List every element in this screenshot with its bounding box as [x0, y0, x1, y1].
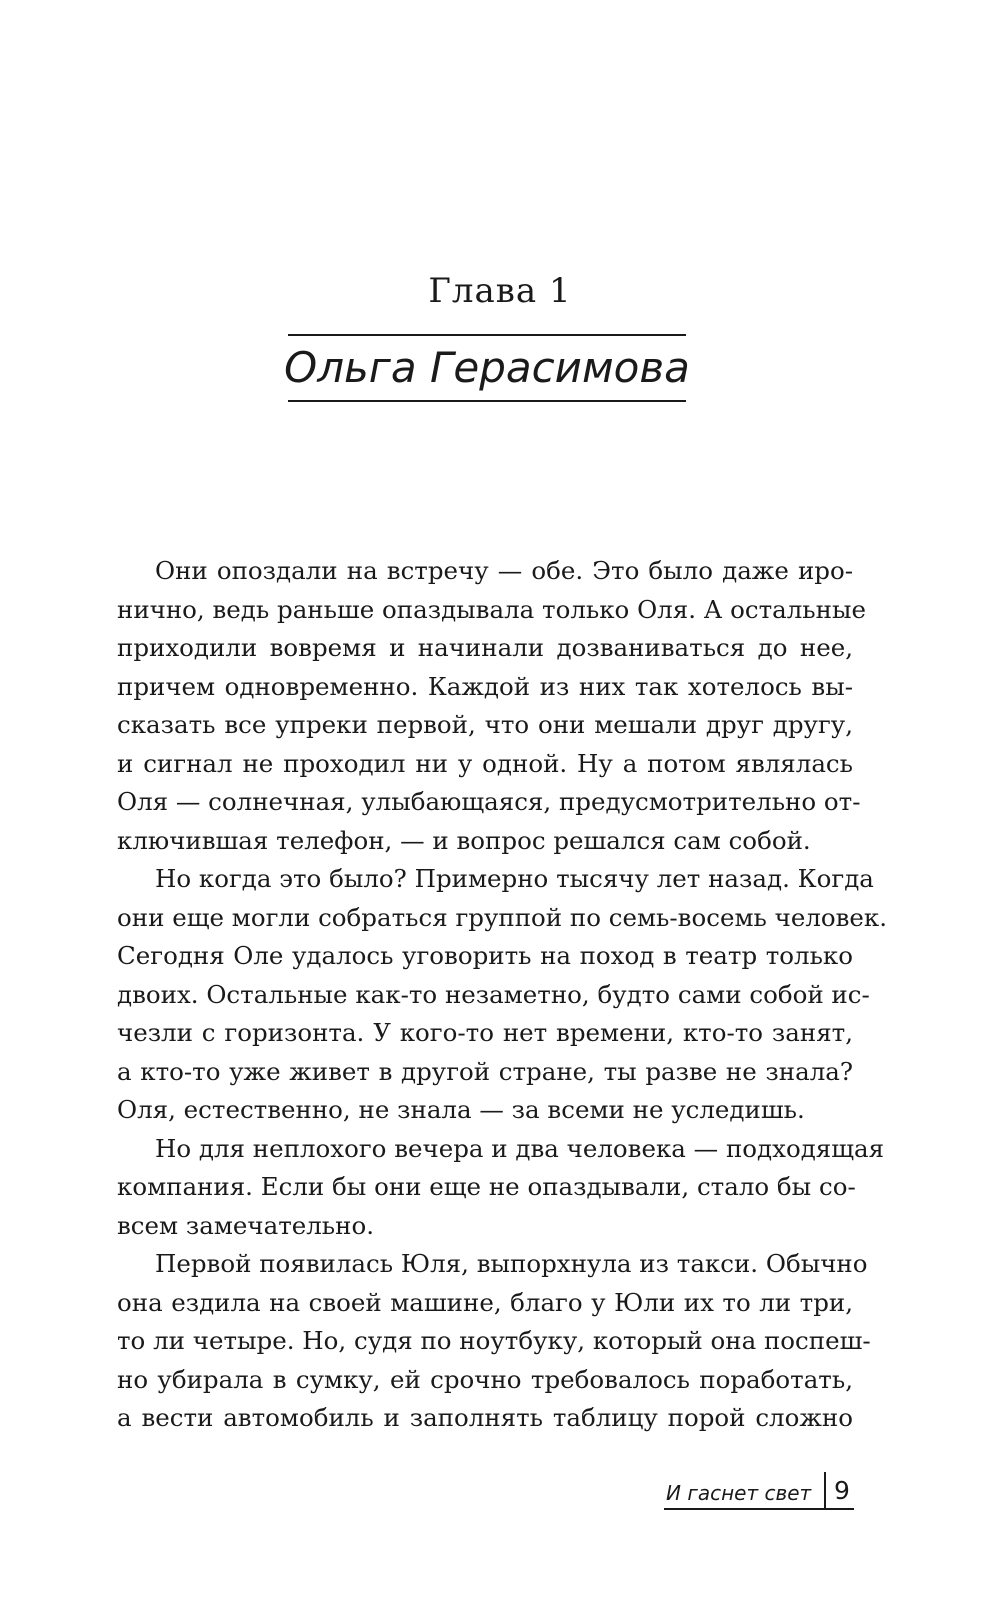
text-line: Оля — солнечная, улыбающаяся, предусмотрительно от-: [117, 787, 861, 816]
chapter-title-box: [284, 334, 690, 402]
text-line: Но когда это было? Примерно тысячу лет назад. Когда: [155, 864, 874, 893]
text-line: Первой появилась Юля, выпорхнула из такси. Обычно: [155, 1249, 868, 1278]
text-line: сказать все упреки первой, что они мешали друг другу,: [117, 710, 853, 739]
text-line: компания. Если бы они еще не опаздывали, стало бы со-: [117, 1172, 856, 1201]
text-line: Сегодня Оле удалось уговорить на поход в театр только: [117, 941, 853, 970]
text-line: чезли с горизонта. У кого-то нет времени, кто-то занят,: [117, 1018, 853, 1047]
text-line: она ездила на своей машине, благо у Юли их то ли три,: [117, 1287, 853, 1317]
text-line: всем замечательно.: [117, 1210, 375, 1240]
text-line: нично, ведь раньше опаздывала только Оля. А остальные: [117, 594, 866, 624]
text-line: они еще могли собраться группой по семь-восемь человек.: [117, 902, 888, 932]
chapter-label: Глава 1: [428, 271, 572, 311]
text-line: причем одновременно. Каждой из них так хотелось вы-: [117, 671, 853, 701]
page-footer: [664, 1472, 854, 1510]
running-title: И гаснет свет: [666, 1481, 812, 1505]
chapter-title: Ольга Герасимова: [284, 343, 690, 392]
page-number: 9: [834, 1476, 850, 1505]
text-line: Но для неплохого вечера и два человека — подходящая: [155, 1133, 885, 1163]
text-line: Оля, естественно, не знала — за всеми не уследишь.: [117, 1095, 805, 1124]
footer-divider: [824, 1472, 826, 1508]
text-line: но убирала в сумку, ей срочно требовалось поработать,: [117, 1364, 853, 1394]
text-line: приходили вовремя и начинали дозваниваться до нее,: [117, 633, 853, 662]
text-line: а вести автомобиль и заполнять таблицу порой сложно: [117, 1403, 853, 1432]
text-line: то ли четыре. Но, судя по ноутбуку, который она поспеш-: [117, 1326, 871, 1355]
body-text: [117, 552, 888, 1438]
text-line: и сигнал не проходил ни у одной. Ну а потом являлась: [117, 748, 853, 778]
text-line: ключившая телефон, — и вопрос решался сам собой.: [117, 825, 811, 855]
text-line: а кто-то уже живет в другой стране, ты разве не знала?: [117, 1056, 853, 1086]
text-line: двоих. Остальные как-то незаметно, будто сами собой ис-: [117, 979, 870, 1009]
text-line: Они опоздали на встречу — обе. Это было даже иро-: [155, 556, 853, 585]
